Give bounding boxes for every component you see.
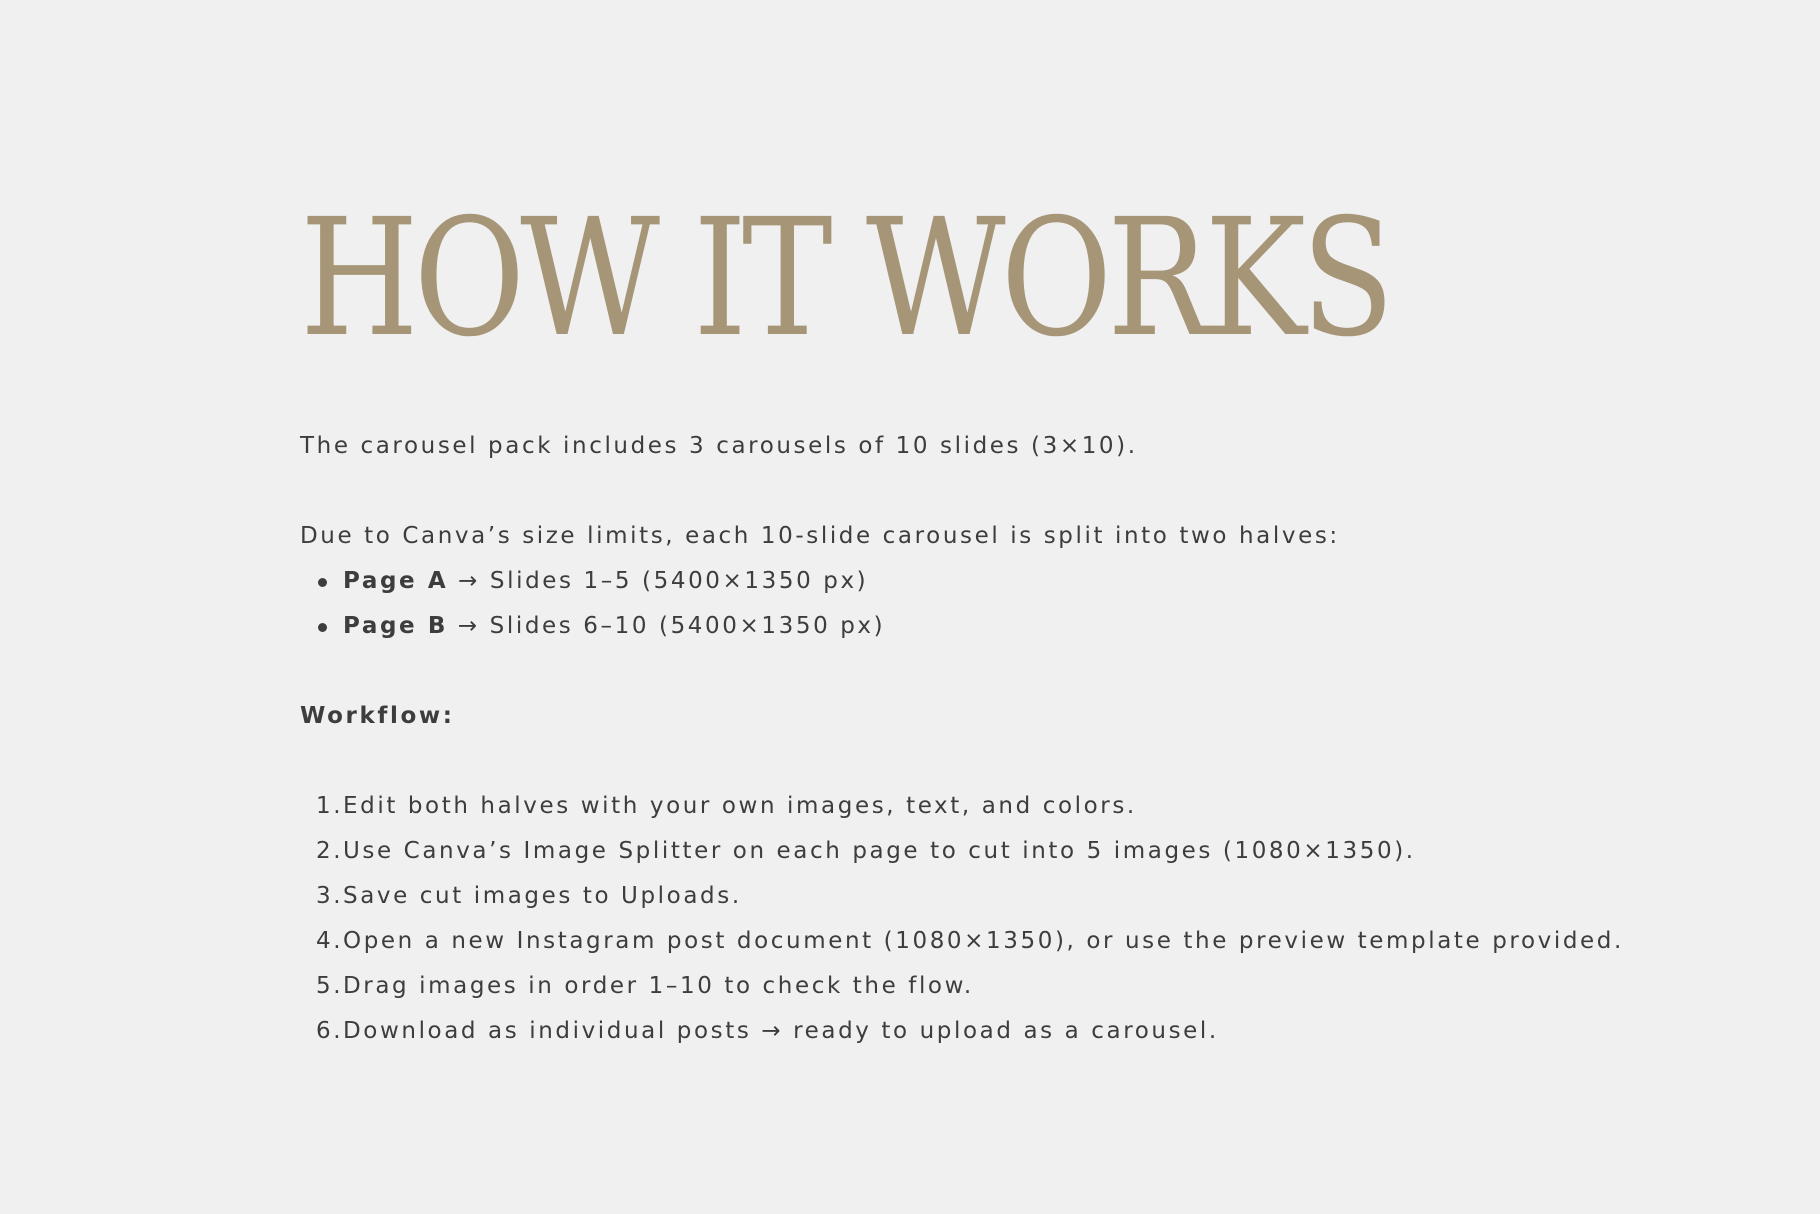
- pages-list: [300, 559, 1740, 649]
- page-label: Page B: [343, 613, 448, 639]
- step-number: 6.: [316, 1018, 344, 1044]
- page-label: Page A: [343, 568, 449, 594]
- workflow-heading: Workflow:: [300, 703, 455, 729]
- split-note-paragraph: Due to Canva’s size limits, each 10-slide carousel is split into two halves:: [300, 523, 1340, 549]
- list-item: [300, 604, 1740, 649]
- step-text: Drag images in order 1–10 to check the flow.: [343, 973, 974, 999]
- step-text: Download as individual posts → ready to upload as a carousel.: [343, 1018, 1219, 1044]
- workflow-steps-list: [300, 784, 1740, 1054]
- list-item: [300, 874, 1740, 919]
- page-title: HOW IT WORKS: [300, 185, 1390, 373]
- step-text: Open a new Instagram post document (1080×1350), or use the preview template provided.: [343, 928, 1624, 954]
- intro-paragraph: The carousel pack includes 3 carousels of 10 slides (3×10).: [300, 433, 1138, 459]
- step-number: 5.: [316, 973, 344, 999]
- list-item: [300, 919, 1740, 964]
- step-number: 3.: [316, 883, 344, 909]
- list-item: [300, 1009, 1740, 1054]
- page-detail: → Slides 1–5 (5400×1350 px): [448, 568, 869, 594]
- step-number: 4.: [316, 928, 344, 954]
- step-text: Save cut images to Uploads.: [343, 883, 742, 909]
- bullet-icon: [318, 623, 327, 632]
- list-item: [300, 559, 1740, 604]
- step-number: 2.: [316, 838, 344, 864]
- page-content: [300, 185, 1740, 1054]
- step-text: Edit both halves with your own images, text, and colors.: [343, 793, 1137, 819]
- list-item: [300, 964, 1740, 1009]
- list-item: [300, 784, 1740, 829]
- list-item: [300, 829, 1740, 874]
- step-text: Use Canva’s Image Splitter on each page to cut into 5 images (1080×1350).: [343, 838, 1416, 864]
- bullet-icon: [318, 578, 327, 587]
- step-number: 1.: [316, 793, 344, 819]
- page-detail: → Slides 6–10 (5400×1350 px): [447, 613, 886, 639]
